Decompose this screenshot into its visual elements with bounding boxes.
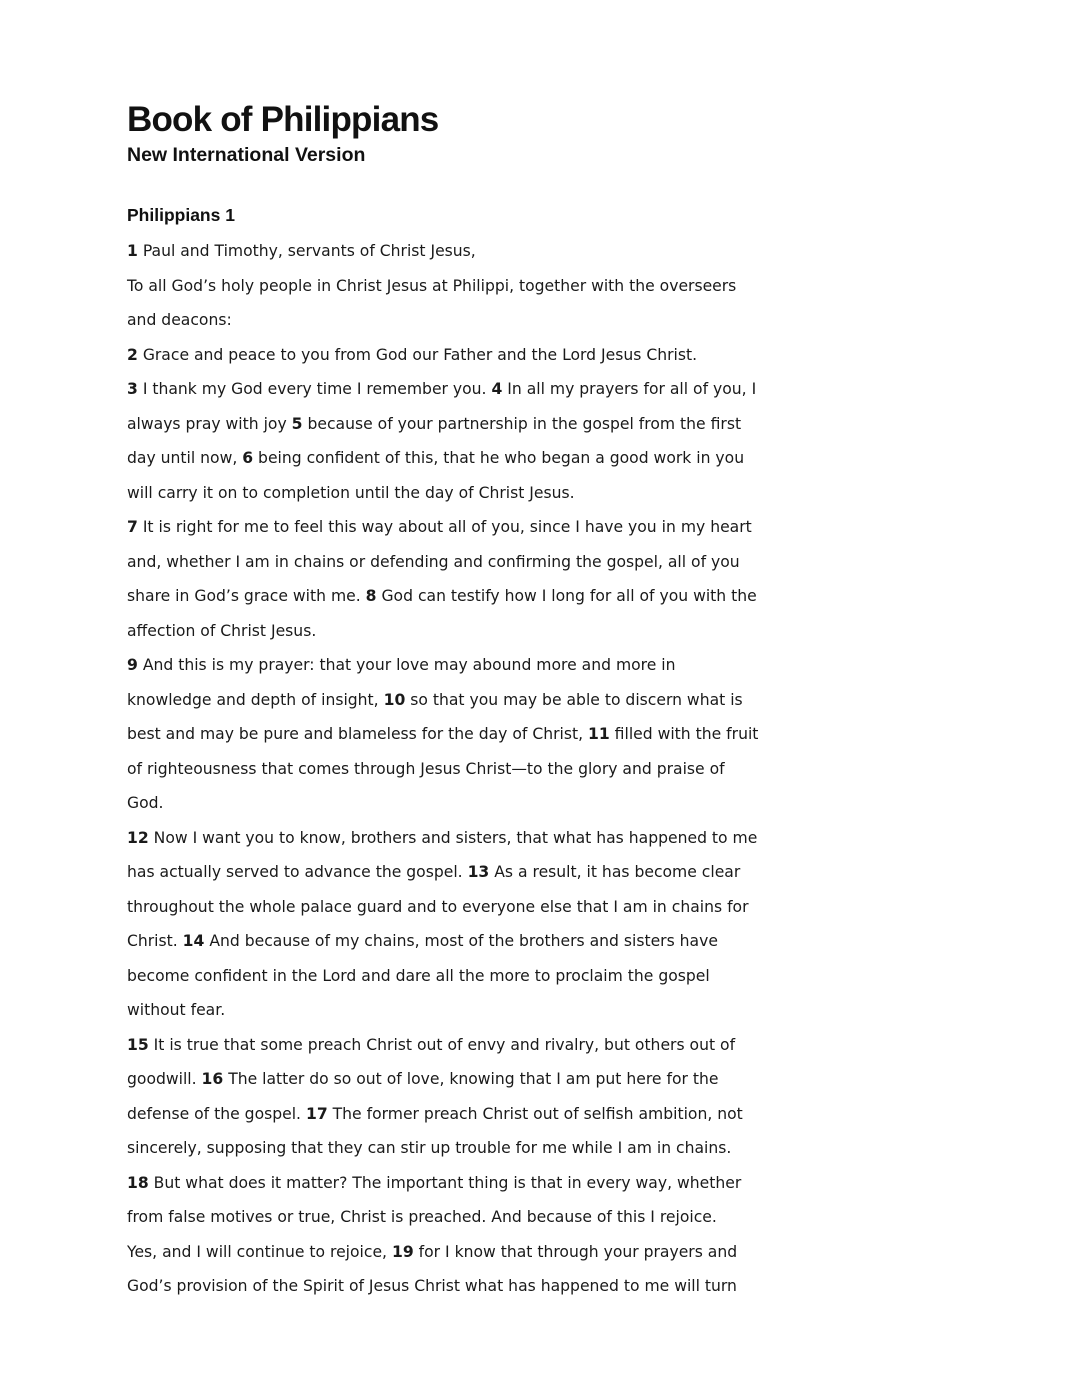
- verse-text: The latter do so out of love, knowing that I am put here for the: [223, 1070, 719, 1088]
- verse-number: 11: [588, 725, 610, 743]
- text-line: [127, 855, 747, 890]
- text-line: [127, 786, 747, 821]
- text-line: [127, 1131, 747, 1166]
- chapter-text: [127, 234, 759, 1304]
- verse-number: 19: [391, 1242, 414, 1261]
- text-line: [127, 234, 747, 269]
- verse-text: It is true that some preach Christ out of envy and rivalry, but others out of: [148, 1035, 736, 1054]
- text-line: [127, 1097, 747, 1132]
- verse-text: filled with the fruit: [609, 725, 759, 743]
- text-line: [127, 1235, 747, 1270]
- verse-text: And because of my chains, most of the brothers and sisters have: [204, 932, 718, 950]
- verse-text: share in God’s grace with me.: [127, 587, 366, 605]
- verse-text: But what does it matter? The important thing is that in every way, whether: [148, 1173, 742, 1192]
- verse-text: from false motives or true, Christ is preached. And because of this I rejoice.: [127, 1208, 717, 1226]
- verse-number: 1: [127, 242, 138, 260]
- text-line: [127, 338, 747, 373]
- verse-text: goodwill.: [127, 1070, 202, 1088]
- verse-text: because of your partnership in the gospel from the first: [302, 414, 742, 433]
- verse-text: and deacons:: [127, 311, 232, 329]
- book-subtitle: New International Version: [127, 144, 366, 166]
- verse-text: I thank my God every time I remember you.: [137, 380, 492, 398]
- text-line: [127, 752, 747, 787]
- verse-text: affection of Christ Jesus.: [127, 621, 317, 640]
- text-line: [127, 372, 757, 407]
- verse-text: for I know that through your prayers and: [413, 1242, 738, 1261]
- text-line: [127, 717, 759, 752]
- verse-text: God can testify how I long for all of you with the: [376, 587, 757, 605]
- verse-text: become confident in the Lord and dare all the more to proclaim the gospel: [127, 966, 710, 985]
- verse-text: will carry it on to completion until the day of Christ Jesus.: [127, 483, 575, 502]
- text-line: [127, 441, 747, 476]
- verse-number: 18: [127, 1173, 149, 1192]
- text-line: [127, 993, 747, 1028]
- verse-text: Christ.: [127, 932, 183, 950]
- verse-text: In all my prayers for all of you, I: [502, 380, 757, 398]
- verse-text: Grace and peace to you from God our Father and the Lord Jesus Christ.: [137, 345, 698, 364]
- verse-text: has actually served to advance the gospel.: [127, 863, 468, 881]
- verse-number: 3: [127, 380, 138, 398]
- verse-text: knowledge and depth of insight,: [127, 690, 384, 709]
- verse-number: 17: [305, 1104, 328, 1123]
- text-line: [127, 1028, 747, 1063]
- verse-text: Yes, and I will continue to rejoice,: [127, 1242, 392, 1261]
- verse-number: 2: [127, 345, 138, 364]
- verse-text: And this is my prayer: that your love may abound more and more in: [137, 656, 676, 674]
- verse-number: 10: [383, 690, 406, 709]
- text-line: [127, 648, 747, 683]
- verse-text: best and may be pure and blameless for the day of Christ,: [127, 725, 588, 743]
- book-title: Book of Philippians: [127, 100, 439, 139]
- verse-number: 7: [127, 518, 138, 536]
- verse-text: without fear.: [127, 1001, 226, 1019]
- text-line: [127, 614, 747, 649]
- verse-text: God.: [127, 794, 164, 812]
- verse-text: day until now,: [127, 449, 243, 467]
- text-line: [127, 303, 747, 338]
- text-line: [127, 890, 747, 925]
- verse-number: 12: [127, 828, 149, 847]
- verse-text: of righteousness that comes through Jesus Christ—to the glory and praise of: [127, 759, 725, 778]
- verse-text: being confident of this, that he who began a good work in you: [253, 449, 745, 467]
- verse-text: throughout the whole palace guard and to everyone else that I am in chains for: [127, 897, 749, 916]
- verse-number: 9: [127, 656, 138, 674]
- text-line: [127, 1269, 747, 1304]
- document-page: [127, 98, 759, 1295]
- chapter-heading: Philippians 1: [127, 205, 235, 225]
- verse-text: Now I want you to know, brothers and sisters, that what has happened to me: [148, 828, 758, 847]
- text-line: [127, 821, 758, 856]
- verse-text: sincerely, supposing that they can stir up trouble for me while I am in chains.: [127, 1139, 732, 1157]
- verse-text: As a result, it has become clear: [489, 863, 741, 881]
- verse-text: always pray with joy: [127, 414, 292, 433]
- text-line: [127, 407, 747, 442]
- text-line: [127, 545, 747, 580]
- text-line: [127, 959, 747, 994]
- verse-number: 14: [182, 932, 205, 950]
- verse-number: 5: [291, 414, 303, 433]
- verse-text: The former preach Christ out of selfish ambition, not: [327, 1104, 743, 1123]
- verse-number: 13: [467, 863, 490, 881]
- verse-number: 6: [242, 449, 254, 467]
- verse-text: God’s provision of the Spirit of Jesus Christ what has happened to me will turn: [127, 1277, 737, 1295]
- verse-number: 4: [491, 380, 503, 398]
- verse-text: It is right for me to feel this way about all of you, since I have you in my heart: [137, 518, 752, 536]
- text-line: [127, 1200, 747, 1235]
- verse-text: To all God’s holy people in Christ Jesus at Philippi, together with the overseers: [127, 276, 737, 295]
- verse-text: so that you may be able to discern what is: [405, 690, 743, 709]
- verse-text: defense of the gospel.: [127, 1104, 306, 1123]
- text-line: [127, 1062, 747, 1097]
- verse-text: Paul and Timothy, servants of Christ Jesus,: [137, 242, 476, 260]
- verse-text: and, whether I am in chains or defending and confirming the gospel, all of you: [127, 552, 740, 571]
- text-line: [127, 1166, 747, 1201]
- text-line: [127, 683, 747, 718]
- text-line: [127, 476, 747, 511]
- text-line: [127, 924, 747, 959]
- verse-number: 15: [127, 1035, 149, 1054]
- text-line: [127, 579, 757, 614]
- verse-number: 8: [365, 587, 377, 605]
- text-line: [127, 269, 747, 304]
- text-line: [127, 510, 752, 545]
- verse-number: 16: [201, 1070, 224, 1088]
